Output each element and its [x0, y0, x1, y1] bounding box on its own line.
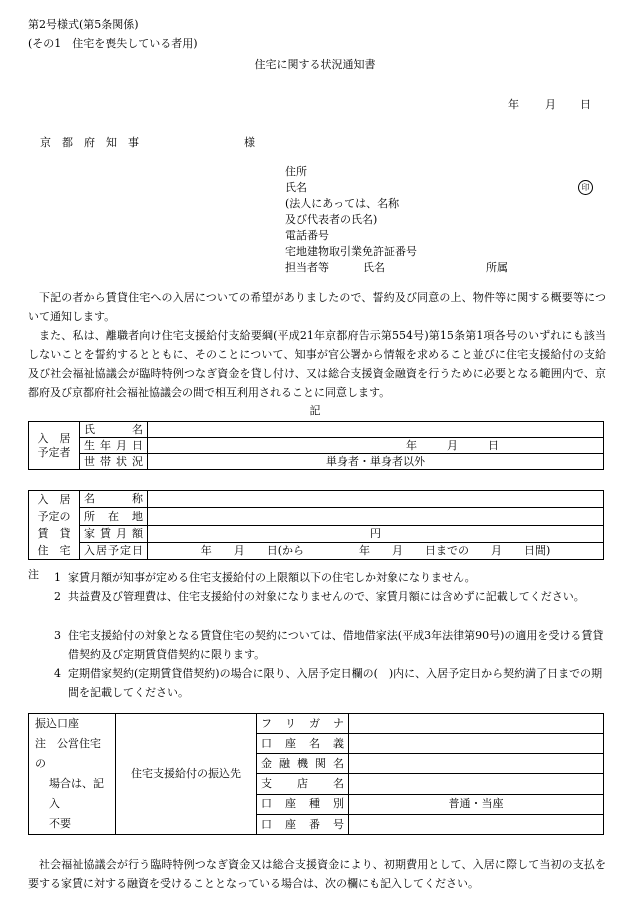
date-year: 年: [508, 98, 519, 111]
rental-group-label: 入 居 予定の 賃 貸 住 宅: [29, 491, 80, 560]
document-title: 住宅に関する状況通知書: [254, 58, 376, 71]
note-item: 1 家賃月額が知事が定める住宅支援給付の上限額以下の住宅しか対象になりません。: [54, 571, 476, 584]
sender-phone-label: 電話番号: [285, 229, 329, 242]
account-number-field[interactable]: [349, 814, 604, 834]
notice-paragraph-1: 下記の者から賃貸住宅への入居についての希望がありましたので、誓約及び同意の上、物件等に関する概要等について通知します。: [28, 291, 606, 323]
tenant-group-label: 入 居 予定者: [29, 422, 80, 470]
bank-account-table: [28, 713, 604, 835]
sender-corp-note-1: (法人にあっては、名称: [285, 197, 400, 210]
note-item: 3 住宅支援給付の対象となる賃貸住宅の契約については、借地借家法(平成3年法律第90号)の適用を受ける賃貸借契約及び定期賃貸借契約に限ります。: [54, 629, 604, 661]
rental-rent-label: 家 賃 月 額: [80, 525, 148, 542]
account-type-field[interactable]: 普通・当座: [349, 794, 604, 814]
bank-account-group-label: 振込口座 注 公営住宅の 場合は、記入 不要: [29, 714, 116, 835]
furigana-field[interactable]: [349, 714, 604, 734]
branch-name-label: 支 店 名: [257, 774, 349, 794]
sender-address-label: 住所: [285, 165, 307, 178]
rental-movein-field[interactable]: 年 月 日(から 年 月 日までの 月 日間): [148, 542, 604, 559]
form-number: 第2号様式(第5条関係): [28, 18, 139, 31]
furigana-label: フ リ ガ ナ: [257, 714, 349, 734]
pledge-paragraph: また、私は、離職者向け住宅支援給付支給要綱(平成21年京都府告示第554号)第15条第1項各号のいずれにも該当しないことを誓約するとともに、そのことについて、知事が官公署から情報を求めること並びに住宅支援給付の支給及び社会福祉協議会が臨時特例つなぎ資金を貸し付け、又は総合支援資金融資を行うために必要となる範囲内で、京都府及び京都府社会福祉協議会の間で相互利用されることに同意します。: [28, 329, 606, 399]
tenant-name-field[interactable]: [148, 422, 604, 438]
tenant-birthdate-field[interactable]: 年 月 日: [148, 438, 604, 454]
date-day: 日: [580, 98, 591, 111]
tenant-table: [28, 421, 604, 470]
sender-contact-name-label: 氏名: [363, 261, 385, 274]
sender-corp-note-2: 及び代表者の氏名): [285, 213, 378, 226]
note-item: 2 共益費及び管理費は、住宅支援給付の対象になりませんので、家賃月額には含めずに記載してください。: [54, 590, 585, 603]
date-month: 月: [545, 98, 556, 111]
tenant-household-field[interactable]: 単身者・単身者以外: [148, 454, 604, 470]
sender-name-label: 氏名: [285, 181, 307, 194]
account-holder-field[interactable]: [349, 734, 604, 754]
tenant-birthdate-label: 生 年 月 日: [80, 438, 148, 454]
ki-marker: 記: [309, 404, 321, 417]
addressee: 京 都 府 知 事: [40, 136, 139, 149]
seal-icon: 印: [578, 180, 593, 195]
account-number-label: 口 座 番 号: [257, 814, 349, 834]
rental-name-field[interactable]: [148, 491, 604, 508]
bank-name-label: 金 融 機 関 名: [257, 754, 349, 774]
addressee-honorific: 様: [244, 136, 255, 149]
sender-license-label: 宅地建物取引業免許証番号: [285, 245, 417, 258]
rental-table: [28, 490, 604, 560]
branch-name-field[interactable]: [349, 774, 604, 794]
rental-name-label: 名 称: [80, 491, 148, 508]
account-type-label: 口 座 種 別: [257, 794, 349, 814]
bank-name-field[interactable]: [349, 754, 604, 774]
rental-location-label: 所 在 地: [80, 508, 148, 525]
form-subtitle: (その1 住宅を喪失している者用): [28, 37, 198, 50]
tenant-name-label: 氏 名: [80, 422, 148, 438]
sender-contact-label: 担当者等: [285, 261, 329, 274]
rental-rent-field[interactable]: 円: [148, 525, 604, 542]
footer-paragraph: 社会福祉協議会が行う臨時特例つなぎ資金又は総合支援資金により、初期費用として、入居に際して当初の支払を要する家賃に対する融資を受けることとなっている場合は、次の欄にも記入してください。: [28, 858, 606, 890]
rental-location-field[interactable]: [148, 508, 604, 525]
sender-contact-affil-label: 所属: [486, 261, 508, 274]
note-item: 4 定期借家契約(定期賃貸借契約)の場合に限り、入居予定日欄の( )内に、入居予定日から契約満了日までの期間を記載してください。: [54, 667, 603, 699]
notes-head: 注: [28, 568, 39, 581]
rental-movein-label: 入居予定日: [80, 542, 148, 559]
bank-account-purpose: 住宅支援給付の振込先: [116, 714, 257, 835]
account-holder-label: 口 座 名 義: [257, 734, 349, 754]
tenant-household-label: 世 帯 状 況: [80, 454, 148, 470]
